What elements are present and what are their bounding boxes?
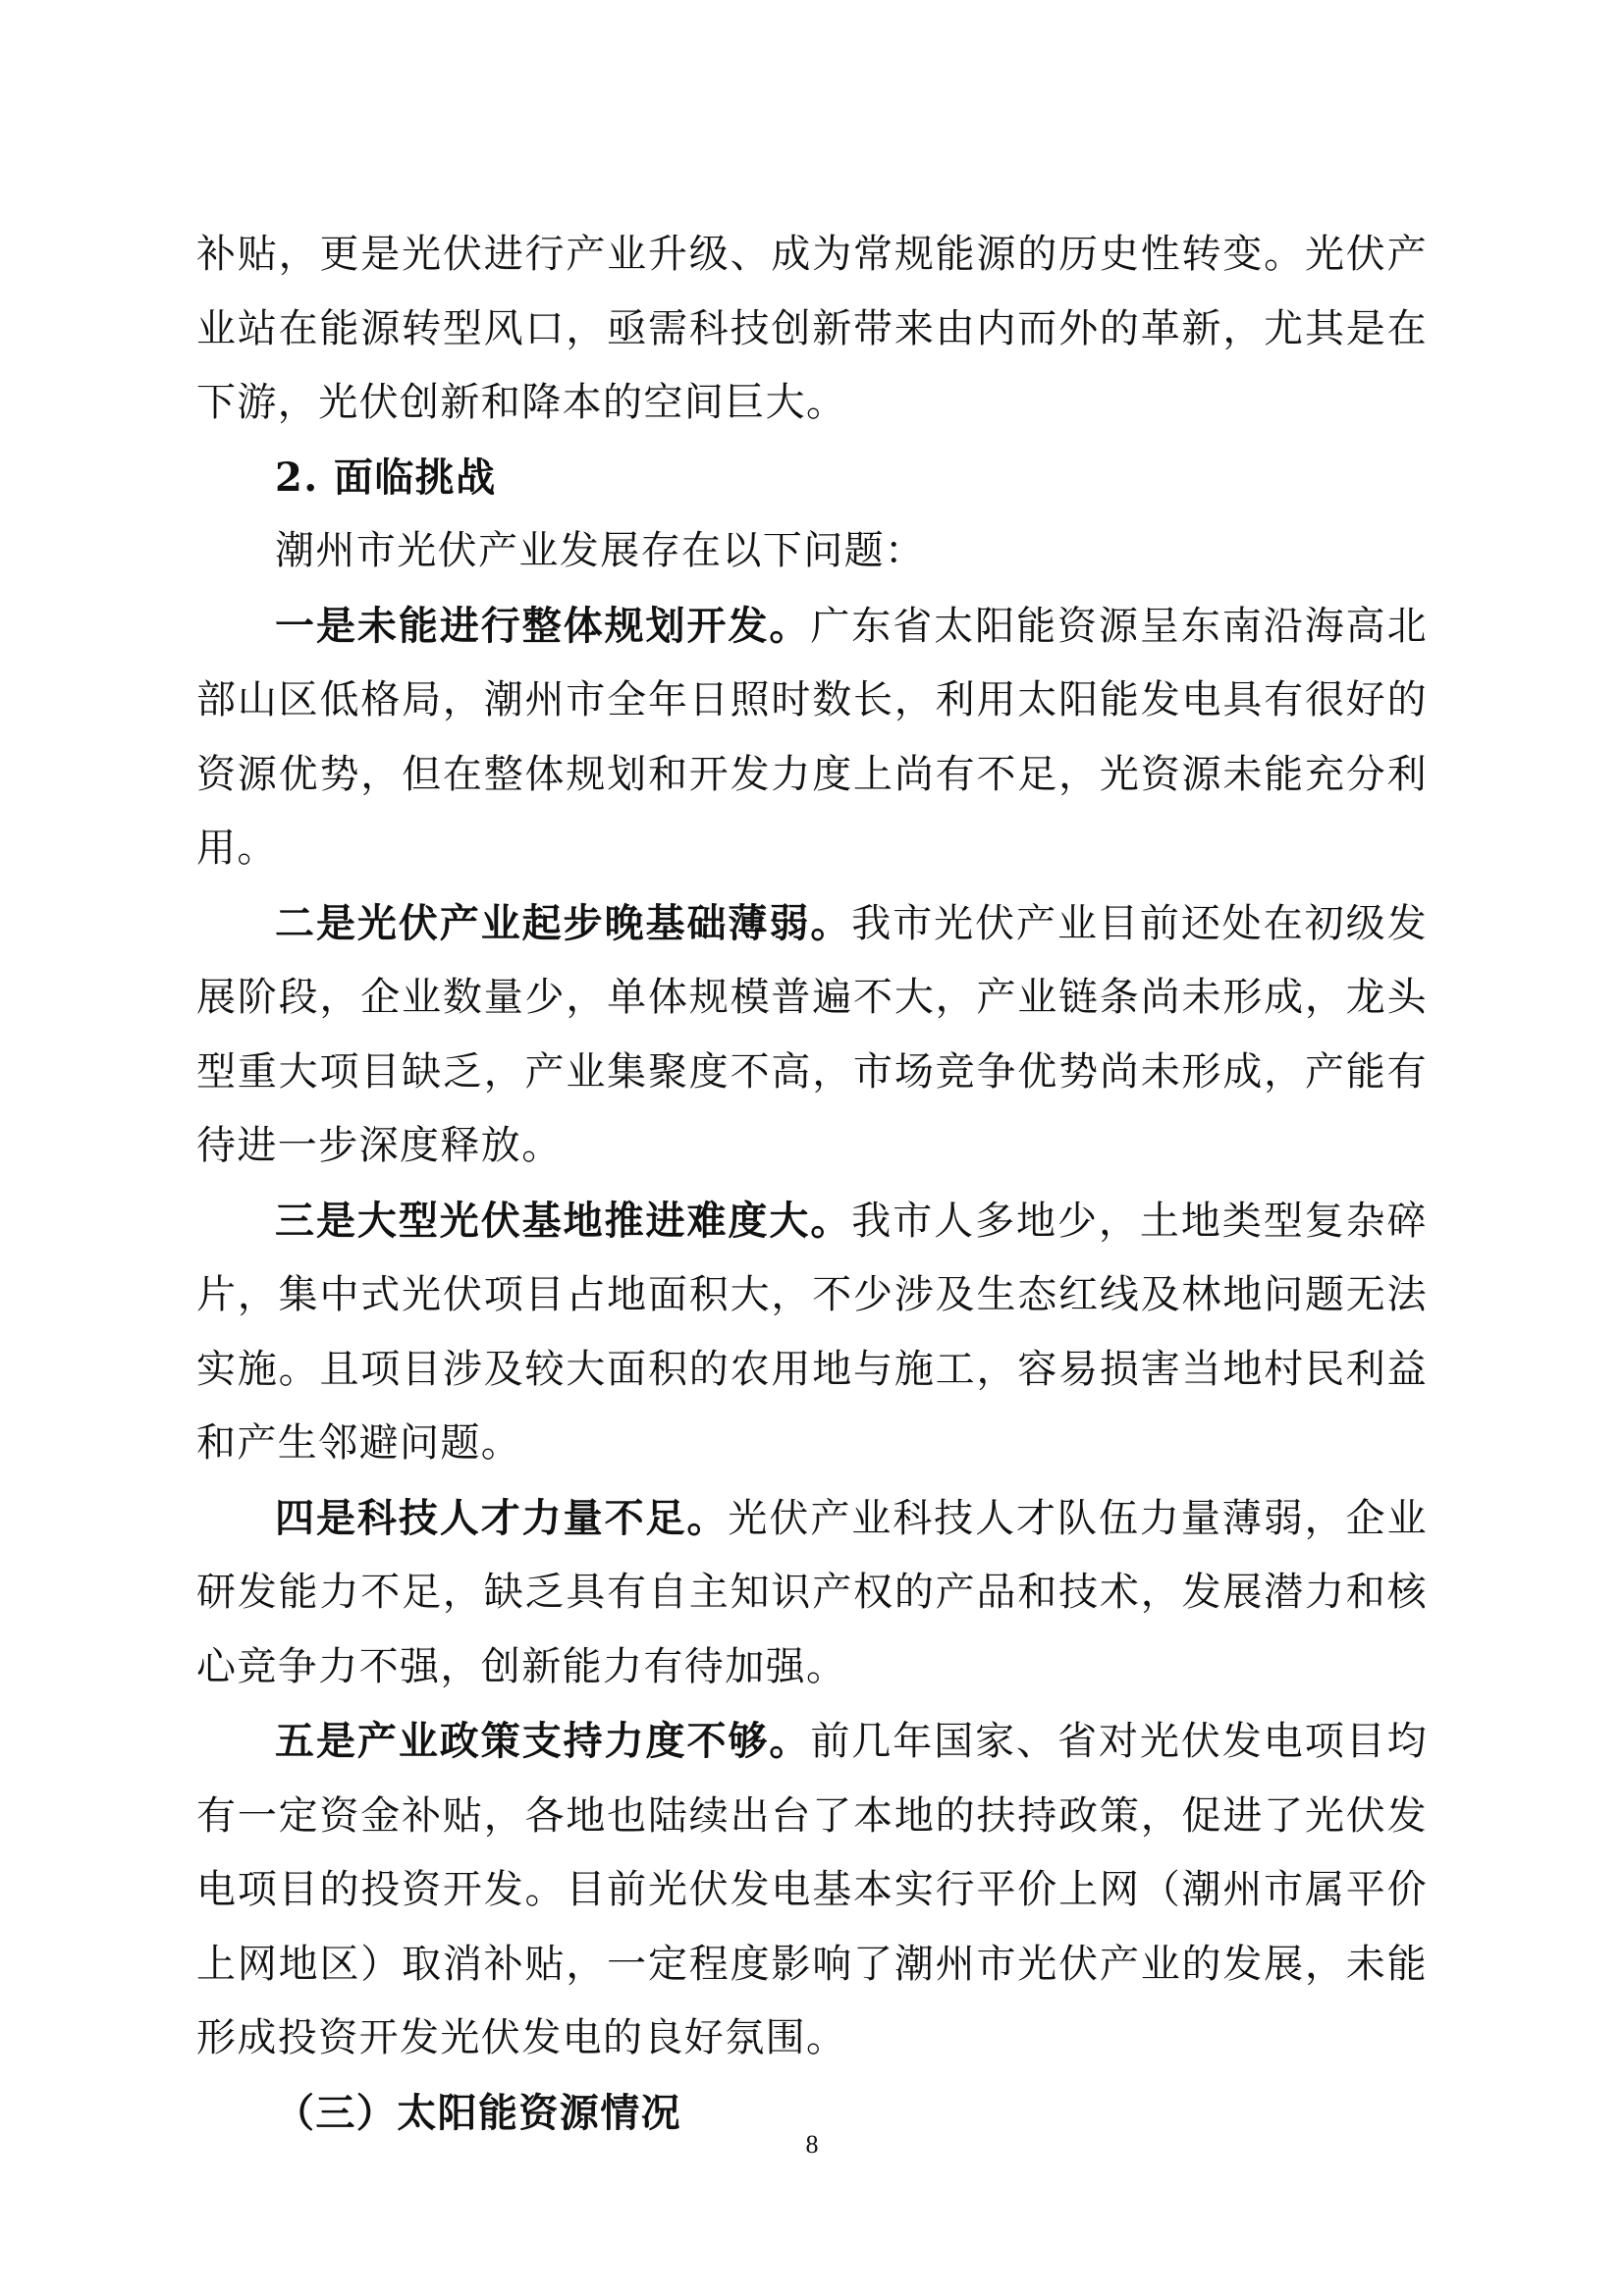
paragraph-text: 广东省太阳能资源呈东南沿海高北部山区低格局，潮州市全年日照时数长，利用太阳能发电具有很好的资源优势，但在整体规划和开发力度上尚有不足，光资源未能充分利用。: [196, 603, 1429, 871]
paragraph-lead: 二是光伏产业起步晚基础薄弱。: [275, 899, 852, 946]
paragraph-issue-1: [196, 589, 1428, 886]
paragraph-text: 我市人多地少，土地类型复杂碎片，集中式光伏项目占地面积大，不少涉及生态红线及林地问题无法实施。且项目涉及较大面积的农用地与施工，容易损害当地村民利益和产生邻避问题。: [196, 1198, 1428, 1466]
paragraph-lead: 四是科技人才力量不足。: [275, 1494, 729, 1541]
paragraph-continuation: [196, 218, 1428, 441]
paragraph-issue-5: [196, 1704, 1428, 2076]
paragraph-issue-3: [196, 1184, 1428, 1481]
paragraph-text: 我市光伏产业目前还处在初级发展阶段，企业数量少，单体规模普遍不大，产业链条尚未形成，龙头型重大项目缺乏，产业集聚度不高，市场竞争优势尚未形成，产能有待进一步深度释放。: [196, 900, 1428, 1168]
paragraph-issue-4: [196, 1481, 1428, 1705]
paragraph-text: 前几年国家、省对光伏发电项目均有一定资金补贴，各地也陆续出台了本地的扶持政策，促进了光伏发电项目的投资开发。目前光伏发电基本实行平价上网（潮州市属平价上网地区）取消补贴，一定程度影响了潮州市光伏产业的发展，未能形成投资开发光伏发电的良好氛围。: [196, 1719, 1429, 2060]
section-heading: 2. 面临挑战: [275, 454, 497, 501]
document-body: [196, 218, 1428, 2150]
paragraph-lead: 三是大型光伏基地推进难度大。: [275, 1197, 852, 1244]
paragraph-lead: 一是未能进行整体规划开发。: [275, 602, 811, 649]
paragraph-text: 补贴，更是光伏进行产业升级、成为常规能源的历史性转变。光伏产业站在能源转型风口，亟需科技创新带来由内而外的革新，尤其是在下游，光伏创新和降本的空间巨大。: [196, 232, 1428, 425]
paragraph-intro: [196, 514, 1428, 589]
paragraph-text: 光伏产业科技人才队伍力量薄弱，企业研发能力不足，缺乏具有自主知识产权的产品和技术，发展潜力和核心竞争力不强，创新能力有待加强。: [196, 1495, 1428, 1689]
paragraph-lead: 五是产业政策支持力度不够。: [275, 1718, 811, 1764]
subsection-heading: （三）太阳能资源情况: [275, 2089, 681, 2136]
page-number: 8: [805, 2130, 819, 2159]
paragraph-text: 潮州市光伏产业发展存在以下问题：: [275, 528, 926, 573]
paragraph-issue-2: [196, 886, 1428, 1184]
